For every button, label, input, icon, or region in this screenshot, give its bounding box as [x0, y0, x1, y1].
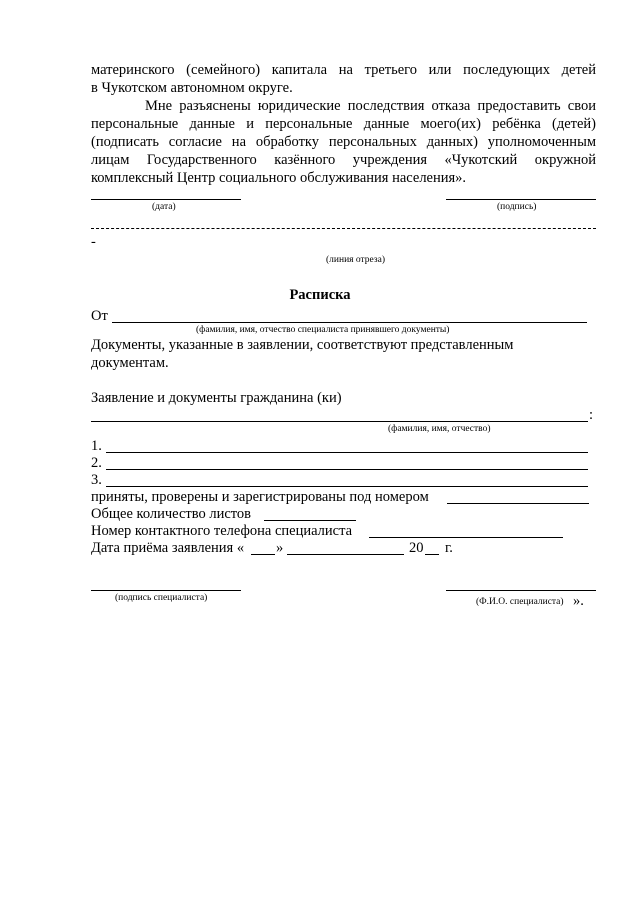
- registered-label: приняты, проверены и зарегистрированы под номером: [91, 489, 429, 505]
- date-day-line[interactable]: [251, 554, 275, 555]
- docs-line-2: документам.: [91, 355, 169, 371]
- date-year-suffix: г.: [445, 540, 453, 556]
- list-item-2-line[interactable]: [106, 469, 588, 470]
- docs-line-1: Документы, указанные в заявлении, соответствуют представленным: [91, 337, 514, 353]
- closing-quote: ».: [573, 593, 584, 609]
- fio-caption: (фамилия, имя, отчество): [388, 424, 491, 434]
- date-century: 20: [409, 540, 424, 556]
- consent-line-6: лицам Государственного казённого учреждения «Чукотский окружной: [91, 152, 596, 168]
- fio-colon: :: [589, 407, 594, 423]
- applicant-fio-line[interactable]: [91, 421, 588, 422]
- registration-number-line[interactable]: [447, 503, 589, 504]
- consent-line-4: персональные данные и персональные данные моего(их) ребёнка (детей): [91, 116, 596, 132]
- consent-line-3: Мне разъяснены юридические последствия отказа предоставить свои: [145, 98, 596, 114]
- specialist-fio-line[interactable]: [446, 590, 596, 591]
- date-caption: (дата): [152, 202, 176, 212]
- phone-line[interactable]: [369, 537, 563, 538]
- from-caption: (фамилия, имя, отчество специалиста принявшего документы): [196, 325, 450, 335]
- cut-line-tail: -: [91, 234, 96, 250]
- list-item-1-number: 1.: [91, 438, 102, 454]
- signature-line[interactable]: [446, 199, 596, 200]
- date-received-label: Дата приёма заявления «: [91, 540, 245, 556]
- from-label: От: [91, 308, 108, 324]
- cut-line: [91, 228, 596, 229]
- date-year-line[interactable]: [425, 554, 439, 555]
- cut-line-caption: (линия отреза): [326, 255, 386, 265]
- sheets-count-line[interactable]: [264, 520, 356, 521]
- date-month-line[interactable]: [287, 554, 404, 555]
- consent-line-1: материнского (семейного) капитала на третьего или последующих детей: [91, 62, 596, 78]
- list-item-3-number: 3.: [91, 472, 102, 488]
- signature-caption: (подпись): [497, 202, 537, 212]
- sheets-label: Общее количество листов: [91, 506, 252, 522]
- from-field-line[interactable]: [112, 322, 587, 323]
- consent-line-2: в Чукотском автономном округе.: [91, 80, 293, 96]
- receipt-title: Расписка: [289, 287, 351, 303]
- date-quote-close: »: [276, 540, 284, 556]
- date-line[interactable]: [91, 199, 241, 200]
- list-item-1-line[interactable]: [106, 452, 588, 453]
- specialist-signature-line[interactable]: [91, 590, 241, 591]
- specialist-fio-caption: (Ф.И.О. специалиста): [476, 597, 564, 607]
- application-label: Заявление и документы гражданина (ки): [91, 390, 342, 406]
- specialist-signature-caption: (подпись специалиста): [115, 593, 208, 603]
- consent-line-5: (подписать согласие на обработку персональных данных) уполномоченным: [91, 134, 596, 150]
- list-item-3-line[interactable]: [106, 486, 588, 487]
- consent-line-7: комплексный Центр социального обслуживания населения».: [91, 170, 467, 186]
- phone-label: Номер контактного телефона специалиста: [91, 523, 353, 539]
- list-item-2-number: 2.: [91, 455, 102, 471]
